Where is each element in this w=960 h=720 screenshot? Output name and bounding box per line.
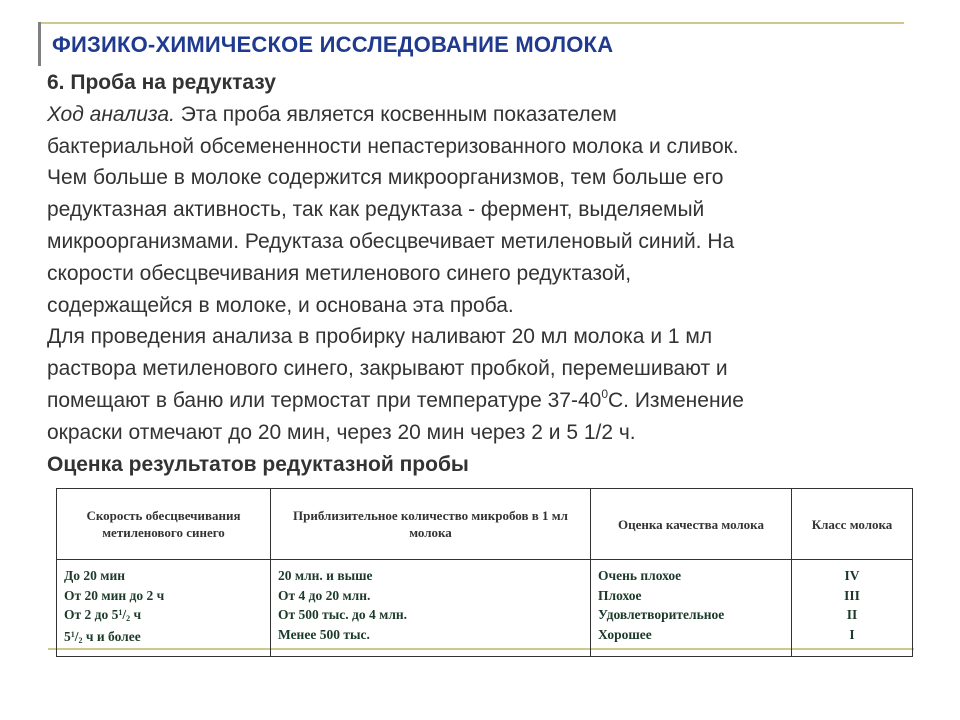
- speed-value: [64, 627, 263, 649]
- speed-value: [64, 605, 263, 627]
- paragraph-2-line-1: Для проведения анализа в пробирку наливают 20 мл молока и 1 мл: [47, 325, 713, 349]
- fraction-slash: /: [74, 628, 79, 644]
- speed-value: От 20 мин до 2 ч: [64, 587, 165, 603]
- results-table: [56, 488, 913, 657]
- paragraph-1-line-3: Чем больше в молоке содержится микроорганизмов, тем больше его: [47, 166, 724, 190]
- analysis-label: Ход анализа.: [47, 102, 175, 126]
- paragraph-1-line-1-text: Эта проба является косвенным показателем: [180, 102, 617, 126]
- microbes-cell: [271, 560, 591, 657]
- results-heading: Оценка результатов редуктазной пробы: [47, 452, 469, 476]
- header-speed: Скорость обесцвечивания метиленового синего: [57, 489, 271, 560]
- slide-content: [47, 67, 947, 480]
- table-header-row: [57, 489, 913, 560]
- slide-title: ФИЗИКО-ХИМИЧЕСКОЕ ИССЛЕДОВАНИЕ МОЛОКА: [52, 32, 614, 57]
- section-heading: 6. Проба на редуктазу: [47, 71, 276, 94]
- quality-value: Удовлетворительное: [598, 607, 725, 622]
- speed-unit: ч: [130, 607, 142, 622]
- paragraph-1-line-2: бактериальной обсемененности непастеризованного молока и сливок.: [47, 134, 739, 158]
- fraction-denominator: 2: [126, 614, 131, 623]
- class-cell: [792, 560, 913, 657]
- temperature-unit-text: С. Изменение: [608, 388, 744, 412]
- paragraph-1-line-4: редуктазная активность, так как редуктаза - фермент, выделяемый: [47, 198, 705, 222]
- quality-value: Плохое: [598, 587, 642, 603]
- class-value: IV: [844, 568, 860, 583]
- header-class: Класс молока: [792, 489, 913, 560]
- quality-value: Очень плохое: [598, 568, 682, 583]
- microbes-value: 20 млн. и выше: [278, 568, 373, 583]
- speed-value: До 20 мин: [64, 568, 126, 583]
- fraction-slash: /: [122, 607, 127, 622]
- fraction-denominator: 2: [78, 635, 83, 645]
- class-value: II: [846, 607, 858, 622]
- speed-text: 5: [64, 628, 71, 644]
- paragraph-1-line-1: [47, 99, 947, 131]
- paragraph-1-line-6: скорости обесцвечивания метиленового синего редуктазой,: [47, 261, 632, 285]
- header-quality: Оценка качества молока: [591, 489, 792, 560]
- quality-value: Хорошее: [598, 626, 652, 642]
- frame-left-line: [38, 22, 41, 66]
- speed-unit: ч и более: [82, 628, 141, 644]
- microbes-value: Менее 500 тыс.: [278, 626, 370, 642]
- paragraph-2-line-2: раствора метиленового синего, закрывают пробкой, перемешивают и: [47, 357, 728, 381]
- paragraph-2-line-4: окраски отмечают до 20 мин, через 20 мин через 2 и 5 1/2 ч.: [47, 420, 636, 444]
- fraction-numerator: 1: [70, 629, 75, 639]
- header-microbes: Приблизительное количество микробов в 1 мл молока: [271, 489, 591, 560]
- class-value: I: [849, 626, 855, 642]
- paragraph-1-line-7: содержащейся в молоке, и основана эта проба.: [47, 293, 514, 317]
- table-row: [57, 560, 913, 657]
- frame-top-line: [38, 22, 904, 24]
- paragraph-2-line-3: [47, 385, 947, 417]
- degree-superscript: 0: [601, 386, 608, 401]
- microbes-value: От 4 до 20 млн.: [278, 587, 371, 603]
- fraction-numerator: 1: [118, 608, 123, 617]
- temperature-text: помещают в баню или термостат при температуре 37-40: [47, 388, 602, 412]
- speed-cell: [57, 560, 271, 657]
- speed-text: От 2 до 5: [64, 607, 119, 622]
- class-value: III: [844, 587, 860, 603]
- paragraph-1-line-5: микроорганизмами. Редуктаза обесцвечивает метиленовый синий. На: [47, 229, 735, 253]
- quality-cell: [591, 560, 792, 657]
- microbes-value: От 500 тыс. до 4 млн.: [278, 607, 408, 622]
